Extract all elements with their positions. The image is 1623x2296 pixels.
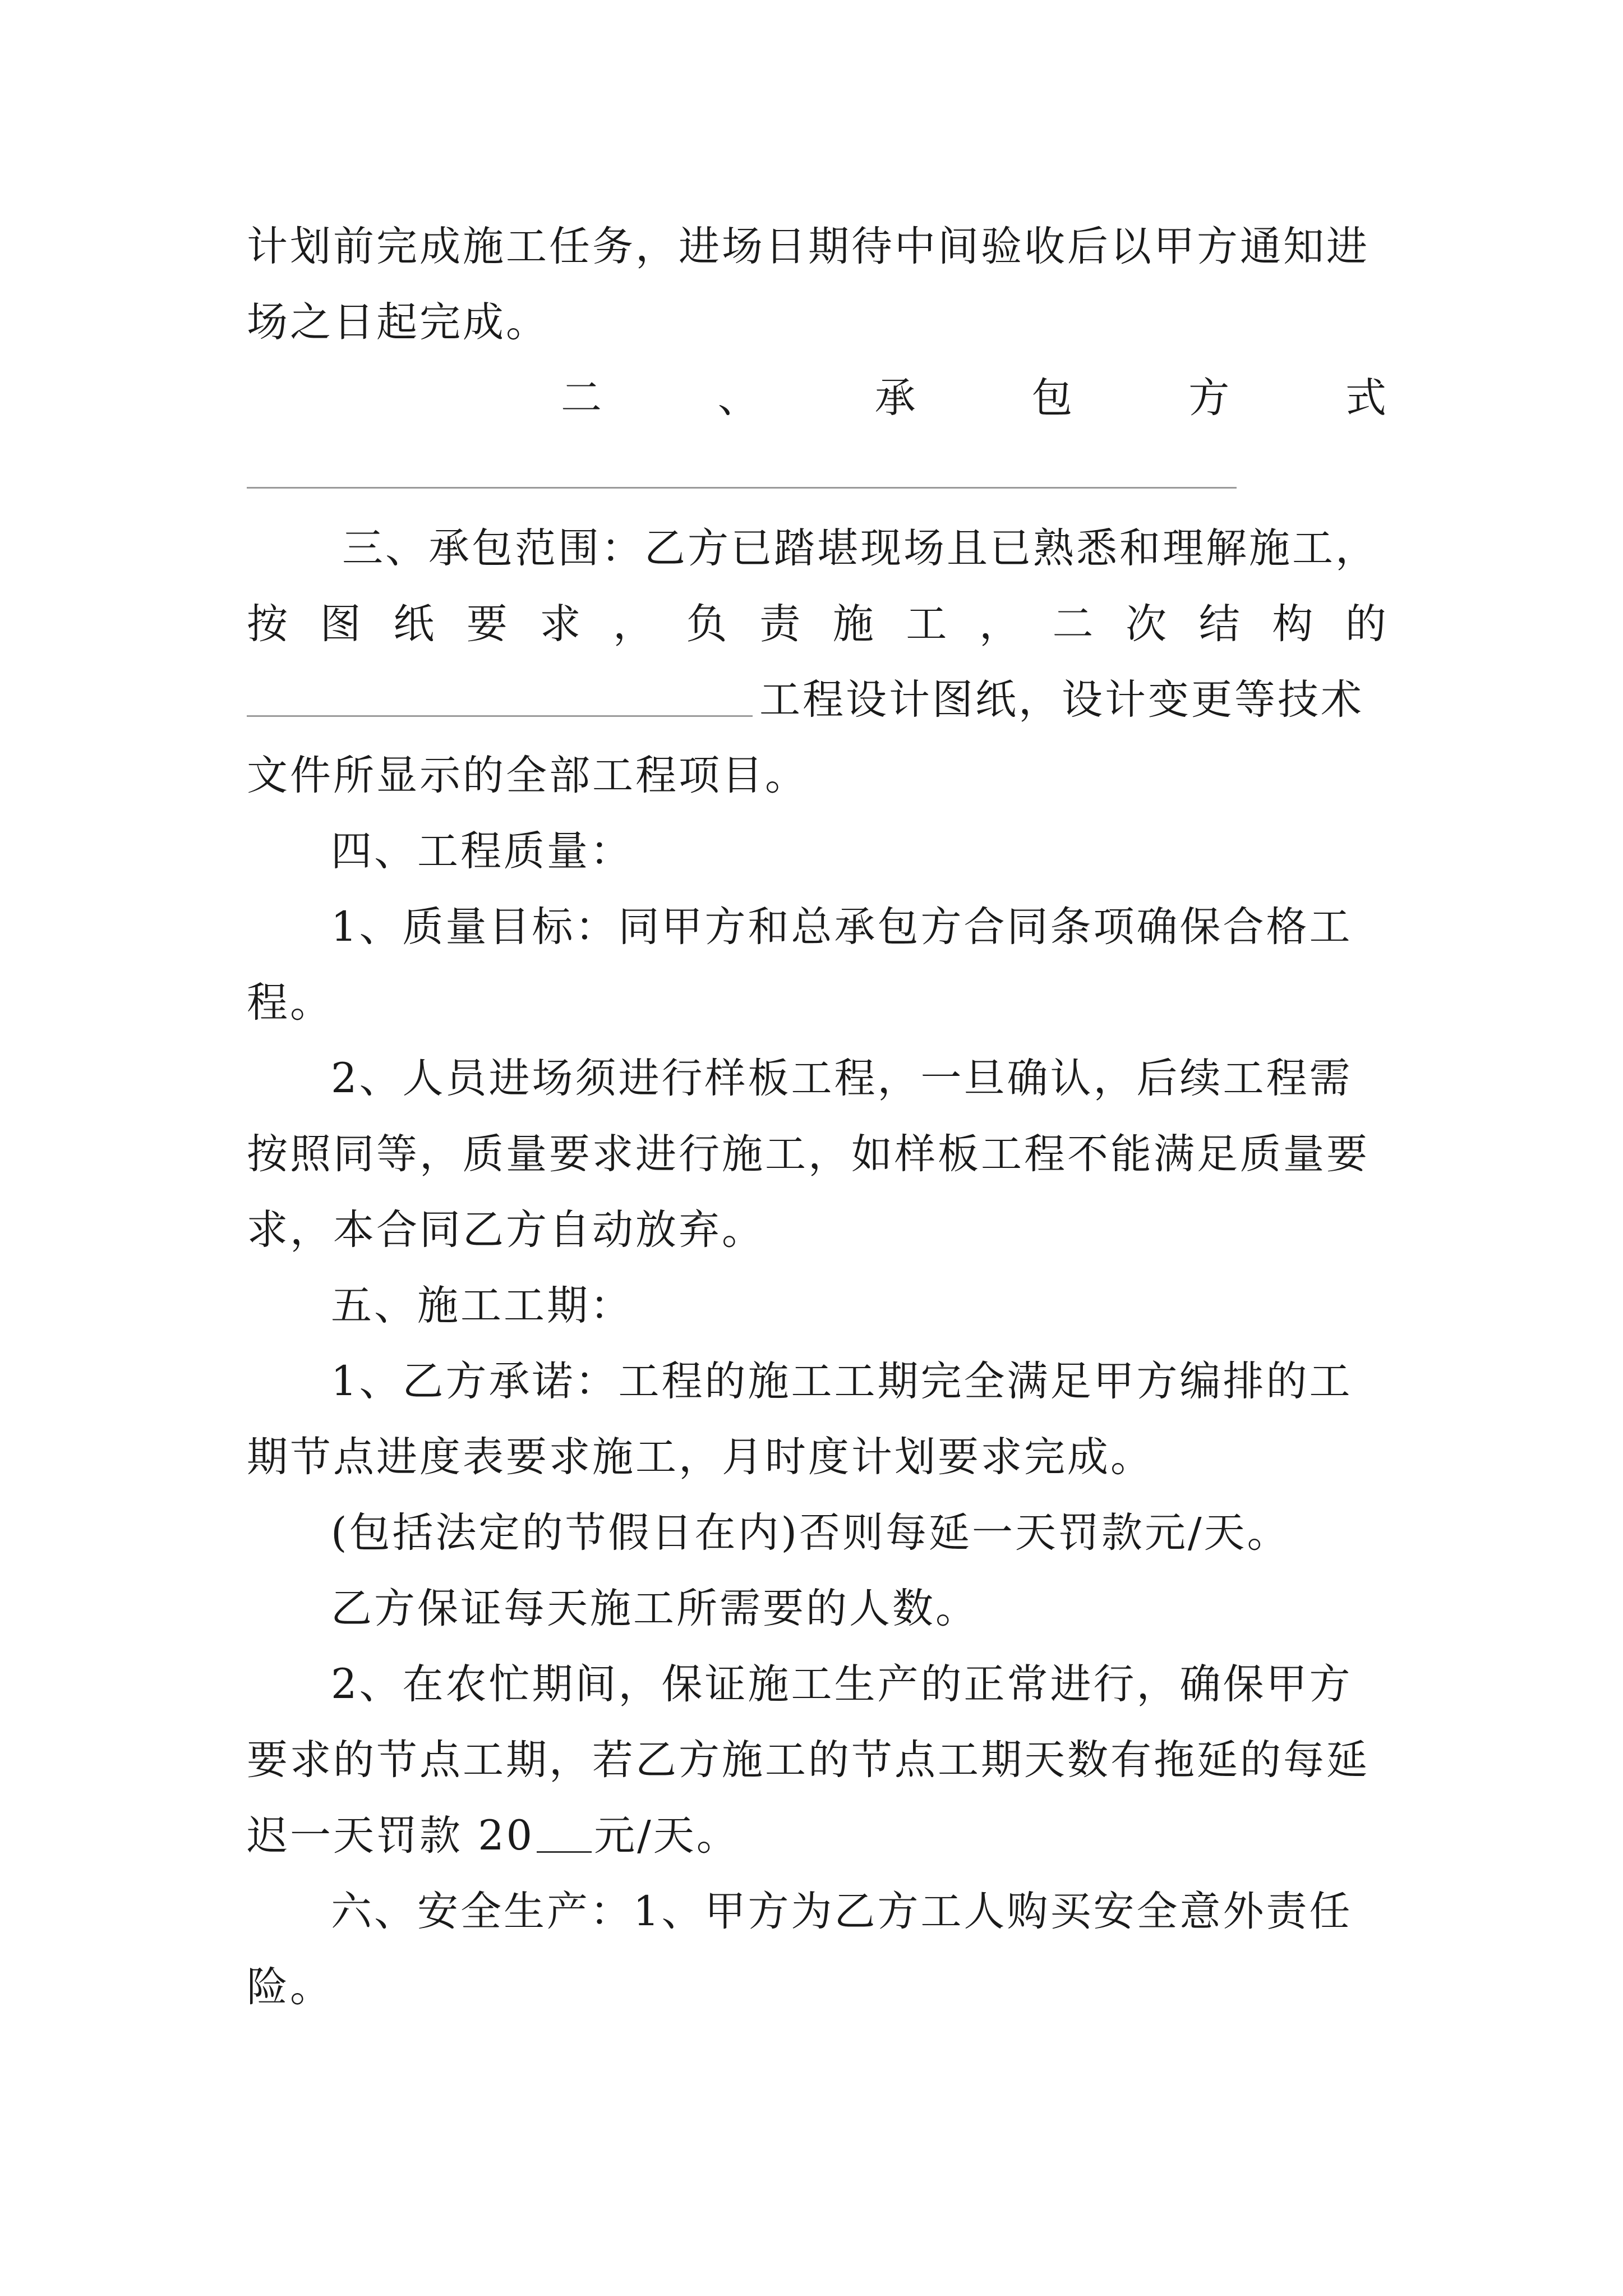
text-line-9: 程。 [247, 979, 333, 1027]
justified-char: ， [612, 600, 654, 648]
justified-char: 的 [1345, 600, 1386, 648]
text-line-19: 要求的节点工期，若乙方施工的节点工期天数有拖延的每延 [247, 1736, 1370, 1784]
text-line-22: 险。 [247, 1963, 333, 2011]
text-line-2: 场之日起完成。 [247, 298, 549, 346]
text-line-4 [247, 596, 1386, 652]
justified-char: 图 [320, 600, 361, 648]
heading-char: 二 [561, 374, 602, 422]
text-line-20-head: 迟一天罚款 20 [247, 1812, 535, 1860]
heading-char: 包 [1031, 374, 1073, 422]
text-line-8: 1、质量目标：同甲方和总承包方合同条项确保合格工 [331, 903, 1353, 951]
justified-char: ， [979, 600, 1020, 648]
justified-char: 求 [540, 600, 581, 648]
justified-char: 责 [759, 600, 801, 648]
justified-char: 纸 [393, 600, 435, 648]
text-line-20-tail: 元/天。 [594, 1812, 740, 1860]
text-line-17: 乙方保证每天施工所需要的人数。 [331, 1585, 979, 1632]
text-line-5-tail: 工程设计图纸，设计变更等技术 [759, 676, 1364, 724]
text-line-1: 计划前完成施工任务，进场日期待中间验收后以甲方通知进 [247, 223, 1370, 270]
justified-char: 次 [1126, 600, 1167, 648]
text-line-10: 2、人员进场须进行样板工程，一旦确认，后续工程需 [331, 1055, 1353, 1102]
justified-char: 工 [906, 600, 947, 648]
text-line-18: 2、在农忙期间，保证施工生产的正常进行，确保甲方 [331, 1660, 1353, 1708]
fill-in-blank [247, 682, 753, 717]
text-line-14: 1、乙方承诺：工程的施工工期完全满足甲方编排的工 [331, 1358, 1353, 1405]
heading-char: 方 [1188, 374, 1230, 422]
text-line-20 [247, 1808, 1386, 1864]
text-line-11: 按照同等，质量要求进行施工，如样板工程不能满足质量要 [247, 1130, 1370, 1178]
justified-char: 施 [832, 600, 874, 648]
heading-char: 、 [717, 374, 759, 422]
justified-char: 要 [466, 600, 508, 648]
text-line-12: 求，本合同乙方自动放弃。 [247, 1206, 765, 1254]
heading-char: 承 [874, 374, 916, 422]
text-line-5 [247, 672, 1386, 728]
text-line-3: 三、承包范围：乙方已踏堪现场且已熟悉和理解施工， [342, 524, 1378, 572]
section-heading-quality: 四、工程质量： [331, 827, 633, 875]
justified-char: 按 [247, 600, 288, 648]
text-line-6: 文件所显示的全部工程项目。 [247, 752, 808, 799]
text-line-16: (包括法定的节假日在内)否则每延一天罚款元/天。 [331, 1509, 1290, 1557]
justified-char: 二 [1052, 600, 1094, 648]
section-heading-contract-method [561, 370, 1386, 426]
fill-in-blank-rule [247, 487, 1237, 489]
heading-char: 式 [1345, 374, 1386, 422]
justified-char: 结 [1198, 600, 1240, 648]
text-line-15: 期节点进度表要求施工，月时度计划要求完成。 [247, 1433, 1154, 1481]
section-heading-safety: 六、安全生产：1、甲方为乙方工人购买安全意外责任 [331, 1888, 1353, 1935]
section-heading-schedule: 五、施工工期： [331, 1282, 633, 1329]
justified-char: 构 [1272, 600, 1313, 648]
fill-in-blank [537, 1818, 592, 1853]
justified-char: 负 [686, 600, 727, 648]
